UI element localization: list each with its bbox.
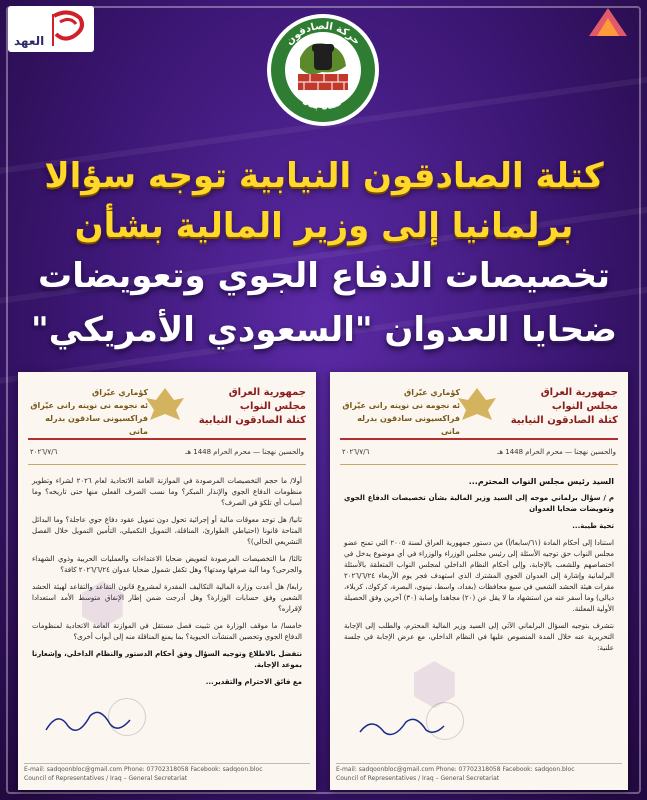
doc-header-line: فراكسيونى سادقون بدرله مانى	[45, 414, 148, 436]
doc-body	[344, 476, 614, 660]
doc-footer	[24, 763, 310, 784]
watermark: ⬢	[410, 652, 459, 717]
doc-divider	[340, 464, 618, 465]
emblem-top-text: حركة الصادقون	[284, 20, 362, 48]
doc-header-arabic	[508, 386, 618, 428]
document-page-2	[18, 372, 316, 790]
paragraph-2: نتشرف بتوجيه السؤال البرلماني الآتي إلى السيد وزير المالية المحترم، والطلب إلى الإجابة التحريرية عنه خلال المدة المنصوص عليها في النظام الداخلي، مع عرض الإجابة في جلسة علنية:	[344, 622, 614, 652]
doc-footer	[336, 763, 622, 784]
headline-line-1: كتلة الصادقون النيابية توجه سؤالا	[44, 156, 604, 196]
doc-header-line: كؤماري عيّراق	[92, 388, 148, 397]
doc-header-line: كتلة الصادقون النيابية	[510, 415, 618, 426]
doc-date-hijri: والحسين نهجنا — محرم الحرام 1448 هـ	[497, 448, 616, 456]
addressee: السيد رئيس مجلس النواب المحترم...	[468, 477, 614, 486]
doc-date: ٢٠٢٦/٧/٦	[342, 448, 370, 456]
movement-emblem-icon	[264, 8, 382, 133]
question-4: رابعا/ هل أعدت وزارة المالية التكاليف المقدرة لمشروع قانون التقاعد والتقاعد لهيئة الحشد الشعبي وفق حسابات الوزارة؟ وهل أدرجت ضمن إطار الإنفاق متوسط الأمد استعدادا لإقراره؟	[32, 583, 302, 613]
doc-header-line: مجلس النواب	[239, 401, 306, 412]
regards-text: مع فائق الاحترام والتقدير...	[205, 678, 302, 686]
doc-body	[32, 476, 302, 694]
brand-mark-icon	[579, 4, 637, 44]
doc-header-line: مجلس النواب	[551, 401, 618, 412]
document-page-1	[330, 372, 628, 790]
headline-line-3: تخصيصات الدفاع الجوي وتعويضات	[38, 256, 610, 296]
footer-contact: E-mail: sadqoonbloc@gmail.com Phone: 07702318058 Facebook: sadqoon.bloc	[24, 766, 263, 773]
footer-council: Council of Representatives / Iraq – General Secretariat	[336, 775, 500, 782]
doc-header-line: ئه نجومه نى نوينه رانى عيّراق	[342, 401, 460, 410]
footer-council: Council of Representatives / Iraq – General Secretariat	[24, 775, 188, 782]
doc-header-kurdish	[28, 386, 148, 438]
doc-header-line: جمهورية العراق	[228, 387, 306, 398]
subject-line: م / سؤال برلماني موجه إلى السيد وزير المالية بشأن تخصيصات الدفاع الجوي وتعويضات ضحايا العدوان	[344, 494, 614, 513]
doc-header-arabic	[196, 386, 306, 428]
footer-contact: E-mail: sadqoonbloc@gmail.com Phone: 07702318058 Facebook: sadqoon.bloc	[336, 766, 575, 773]
channel-logo	[8, 6, 94, 52]
stamp-icon	[426, 702, 464, 740]
question-2: ثانيا/ هل توجد معوقات مالية أو إجرائية تحول دون تمويل عقود دفاع جوي عاجلة؟ وما البدائل المتاحة قانونا (احتياطي الطوارئ، المناقلة، التمويل التكميلي، التأمين التمويل خلال الفصل التشريعي الحالي)؟	[32, 516, 302, 546]
doc-header-line: كؤماري عيّراق	[404, 388, 460, 397]
channel-logo-text: العهد	[14, 34, 45, 48]
doc-divider	[28, 464, 306, 465]
stamp-icon	[108, 698, 146, 736]
headline-line-2: برلمانيا إلى وزير المالية بشأن	[74, 206, 574, 246]
emblem-bottom-text: حماة بناة	[300, 96, 346, 113]
question-1: أولا/ ما حجم التخصيصات المرصودة في الموازنة العامة الاتحادية لعام ٢٠٢٦ لشراء وتطوير منظومات الدفاع الجوي والإنذار المبكر؟ وما نسب الصرف الفعلي منها حتى تاريخه؟ وما أسباب أي تلكؤ في الصرف؟	[32, 477, 302, 507]
doc-date: ٢٠٢٦/٧/٦	[30, 448, 58, 456]
doc-divider	[340, 438, 618, 440]
doc-date-hijri: والحسين نهجنا — محرم الحرام 1448 هـ	[185, 448, 304, 456]
paragraph-1: استنادا إلى أحكام المادة (٦١/سابعا/أ) من دستور جمهورية العراق لسنة ٢٠٠٥ التي تمنح عضو مجلس النواب حق توجيه الأسئلة إلى رئيس مجلس الوزراء والوزراء في أي موضوع يدخل في اختصاصهم وللشعب بالإجابة، وإلى أحكام النظام الداخلي لمجلس النواب المتعلقة بالأسئلة البرلمانية وإشارة إلى العدوان الجوي المشترك الذي استهدف فجر يوم الأربعاء ٢٠٢٦/٦/٢٤ مقرات هيئة الحشد الشعبي في سبع محافظات (بغداد، واسط، نينوى، البصرة، كركوك، كربلاء، ديالى) وما أسفر عنه من استشهاد ما لا يقل عن (٢٠) مجاهدا وإصابة (٣٠) آخرين وفق الحصيلة الأولية المعلنة.	[344, 539, 615, 613]
doc-header-kurdish	[340, 386, 460, 438]
doc-divider	[28, 438, 306, 440]
watermark: ⬢	[78, 572, 127, 637]
doc-header-line: كتلة الصادقون النيابية	[198, 415, 306, 426]
headline-line-4: ضحايا العدوان "السعودي الأمريكي"	[31, 310, 617, 350]
greeting: تحية طيبة...	[572, 522, 614, 530]
closing-text: نتفضل بالاطلاع وتوجيه السؤال وفق أحكام الدستور والنظام الداخلي، وإشعارنا بموعد الإجابة.	[32, 650, 302, 669]
doc-header-line: فراكسيونى سادقون بدرله مانى	[357, 414, 460, 436]
doc-header-line: ئه نجومه نى نوينه رانى عيّراق	[30, 401, 148, 410]
question-5: خامسا/ ما موقف الوزارة من تثبيت فصل مستقل في الموازنة العامة الاتحادية لمنظومات الدفاع الجوي وتحصين المنشآت الحيوية؟ بما يمنع المناقلة منه إلى أبواب أخرى؟	[32, 622, 302, 641]
doc-header-line: جمهورية العراق	[540, 387, 618, 398]
question-3: ثالثا/ ما التخصيصات المرصودة لتعويض ضحايا الاعتداءات والعمليات الحربية وذوي الشهداء والجرحى؟ وما آلية صرفها ومدتها؟ وهل تكفل شمول ضحايا عدوان ٢٠٢٦/٦/٢٤ كافة؟	[32, 555, 302, 574]
